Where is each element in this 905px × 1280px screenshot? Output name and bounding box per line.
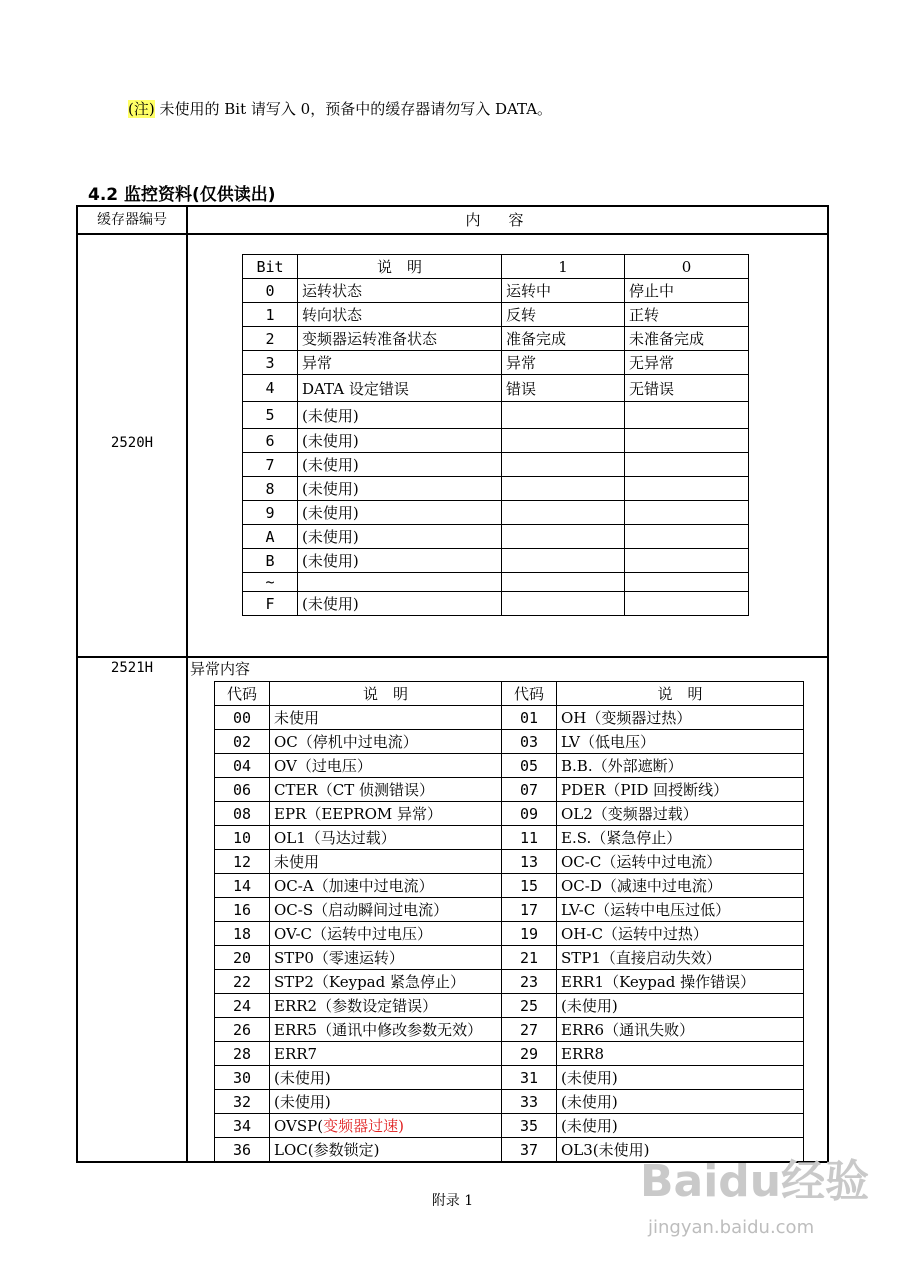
code-cell: 00 xyxy=(215,706,270,730)
label-suffix: ) xyxy=(398,1117,404,1135)
bit-cell: 2 xyxy=(243,327,298,351)
table-row xyxy=(215,826,804,850)
table-row xyxy=(243,327,749,351)
description-cell: ERR6（通讯失败） xyxy=(557,1018,804,1042)
table-row xyxy=(215,946,804,970)
bit-cell: 0 xyxy=(243,279,298,303)
value-cell xyxy=(298,573,502,592)
code-cell: 19 xyxy=(502,922,557,946)
table-row xyxy=(243,402,749,429)
code-cell: 06 xyxy=(215,778,270,802)
description-cell: STP2（Keypad 紧急停止） xyxy=(270,970,502,994)
description-cell: CTER（CT 侦测错误） xyxy=(270,778,502,802)
note-text: 未使用的 Bit 请写入 0，预备中的缓存器请勿写入 DATA。 xyxy=(154,100,553,118)
table-row xyxy=(215,922,804,946)
description-cell: ERR1（Keypad 操作错误） xyxy=(557,970,804,994)
value-cell: 正转 xyxy=(625,303,749,327)
value-cell: (未使用) xyxy=(298,453,502,477)
description-cell: PDER（PID 回授断线） xyxy=(557,778,804,802)
value-cell: 异常 xyxy=(298,351,502,375)
table-row xyxy=(215,994,804,1018)
column-header: 说 明 xyxy=(270,682,502,706)
code-cell: 27 xyxy=(502,1018,557,1042)
code-cell: 36 xyxy=(215,1138,270,1162)
code-cell: 24 xyxy=(215,994,270,1018)
watermark-url: jingyan.baidu.com xyxy=(648,1217,815,1238)
value-cell xyxy=(625,477,749,501)
code-cell: 05 xyxy=(502,754,557,778)
description-cell: OC-A（加速中过电流） xyxy=(270,874,502,898)
value-cell: 错误 xyxy=(502,375,625,402)
description-cell: (未使用) xyxy=(270,1066,502,1090)
description-cell: OC-C（运转中过电流） xyxy=(557,850,804,874)
code-cell: 18 xyxy=(215,922,270,946)
table-row xyxy=(243,549,749,573)
description-cell: LV（低电压） xyxy=(557,730,804,754)
section-title: 4.2 监控资料(仅供读出) xyxy=(88,185,276,205)
column-header: Bit xyxy=(243,255,298,279)
code-cell: 11 xyxy=(502,826,557,850)
note-marker: (注) xyxy=(128,100,155,118)
column-header: 0 xyxy=(625,255,749,279)
value-cell xyxy=(502,501,625,525)
value-cell xyxy=(502,573,625,592)
value-cell: (未使用) xyxy=(298,429,502,453)
description-cell: (未使用) xyxy=(557,1090,804,1114)
table-row xyxy=(243,375,749,402)
bit-cell: 3 xyxy=(243,351,298,375)
table-row xyxy=(243,477,749,501)
value-cell xyxy=(625,429,749,453)
code-cell: 23 xyxy=(502,970,557,994)
value-cell: 反转 xyxy=(502,303,625,327)
description-cell: LV-C（运转中电压过低） xyxy=(557,898,804,922)
table-row xyxy=(215,1018,804,1042)
value-cell: 停止中 xyxy=(625,279,749,303)
value-cell: 转向状态 xyxy=(298,303,502,327)
code-cell: 16 xyxy=(215,898,270,922)
description-cell: OL3(未使用) xyxy=(557,1138,804,1162)
code-cell: 26 xyxy=(215,1018,270,1042)
code-cell: 04 xyxy=(215,754,270,778)
table-row xyxy=(243,573,749,592)
description-cell: OL1（马达过载） xyxy=(270,826,502,850)
code-cell: 32 xyxy=(215,1090,270,1114)
watermark-logo: Baidu经验 xyxy=(640,1156,870,1207)
code-cell: 20 xyxy=(215,946,270,970)
value-cell: 异常 xyxy=(502,351,625,375)
column-header: 1 xyxy=(502,255,625,279)
code-cell: 25 xyxy=(502,994,557,1018)
description-cell: ERR5（通讯中修改参数无效） xyxy=(270,1018,502,1042)
description-cell: (未使用) xyxy=(270,1090,502,1114)
description-cell: OC-D（减速中过电流） xyxy=(557,874,804,898)
table-row xyxy=(243,351,749,375)
code-cell: 22 xyxy=(215,970,270,994)
description-cell: B.B.（外部遮断） xyxy=(557,754,804,778)
value-cell xyxy=(502,453,625,477)
value-cell xyxy=(502,477,625,501)
code-cell: 34 xyxy=(215,1114,270,1138)
table-row xyxy=(215,754,804,778)
header-content: 内容 xyxy=(465,211,552,229)
column-header: 说 明 xyxy=(298,255,502,279)
table-row xyxy=(215,898,804,922)
value-cell xyxy=(625,402,749,429)
bit-cell: 9 xyxy=(243,501,298,525)
value-cell: 准备完成 xyxy=(502,327,625,351)
table-header-row xyxy=(243,255,749,279)
value-cell: 无错误 xyxy=(625,375,749,402)
value-cell: 变频器运转准备状态 xyxy=(298,327,502,351)
description-cell: OH（变频器过热） xyxy=(557,706,804,730)
bit-cell: 4 xyxy=(243,375,298,402)
value-cell xyxy=(625,525,749,549)
table-row xyxy=(243,279,749,303)
code-cell: 07 xyxy=(502,778,557,802)
table-row xyxy=(215,1042,804,1066)
value-cell xyxy=(502,402,625,429)
description-cell: OC-S（启动瞬间过电流） xyxy=(270,898,502,922)
bit-cell: 6 xyxy=(243,429,298,453)
code-cell: 29 xyxy=(502,1042,557,1066)
fault-code-table xyxy=(214,681,804,1162)
description-cell: 未使用 xyxy=(270,850,502,874)
code-cell: 17 xyxy=(502,898,557,922)
description-cell: ERR7 xyxy=(270,1042,502,1066)
bit-cell: 8 xyxy=(243,477,298,501)
code-cell: 03 xyxy=(502,730,557,754)
table-row xyxy=(243,525,749,549)
bit-cell: 5 xyxy=(243,402,298,429)
code-cell: 21 xyxy=(502,946,557,970)
bit-status-table xyxy=(242,254,749,616)
value-cell xyxy=(502,429,625,453)
code-cell: 01 xyxy=(502,706,557,730)
page-footer: 附录 1 xyxy=(431,1193,474,1209)
value-cell: (未使用) xyxy=(298,525,502,549)
description-cell: STP0（零速运转） xyxy=(270,946,502,970)
column-header: 说 明 xyxy=(557,682,804,706)
value-cell xyxy=(625,549,749,573)
bit-cell: 1 xyxy=(243,303,298,327)
description-cell: E.S.（紧急停止） xyxy=(557,826,804,850)
code-cell: 15 xyxy=(502,874,557,898)
description-cell: ERR8 xyxy=(557,1042,804,1066)
value-cell xyxy=(625,501,749,525)
table-row xyxy=(215,706,804,730)
table-row xyxy=(243,303,749,327)
register-2520h: 2520H xyxy=(110,435,154,451)
value-cell: 无异常 xyxy=(625,351,749,375)
description-cell: (未使用) xyxy=(557,994,804,1018)
value-cell: 运转中 xyxy=(502,279,625,303)
value-cell xyxy=(502,549,625,573)
code-cell: 12 xyxy=(215,850,270,874)
value-cell xyxy=(625,453,749,477)
fault-content-title: 异常内容 xyxy=(190,660,251,678)
value-cell: (未使用) xyxy=(298,402,502,429)
value-cell: 运转状态 xyxy=(298,279,502,303)
description-cell: (未使用) xyxy=(557,1066,804,1090)
value-cell xyxy=(502,525,625,549)
code-cell: 14 xyxy=(215,874,270,898)
description-cell: OL2（变频器过载） xyxy=(557,802,804,826)
value-cell: (未使用) xyxy=(298,477,502,501)
monitor-table xyxy=(76,205,829,1163)
value-cell: 未准备完成 xyxy=(625,327,749,351)
table-row xyxy=(215,1114,804,1138)
bit-cell: A xyxy=(243,525,298,549)
column-header: 代码 xyxy=(502,682,557,706)
label-prefix: OVSP( xyxy=(274,1117,324,1135)
code-cell: 08 xyxy=(215,802,270,826)
bit-cell: ~ xyxy=(243,573,298,592)
description-cell: ERR2（参数设定错误） xyxy=(270,994,502,1018)
column-divider xyxy=(186,207,188,1163)
table-row xyxy=(243,592,749,616)
description-cell: EPR（EEPROM 异常） xyxy=(270,802,502,826)
code-cell: 31 xyxy=(502,1066,557,1090)
code-cell: 28 xyxy=(215,1042,270,1066)
description-cell: STP1（直接启动失效） xyxy=(557,946,804,970)
code-cell: 37 xyxy=(502,1138,557,1162)
code-cell: 10 xyxy=(215,826,270,850)
highlighted-label: 变频器过速 xyxy=(323,1117,399,1135)
value-cell xyxy=(625,592,749,616)
code-cell: 30 xyxy=(215,1066,270,1090)
table-row xyxy=(243,453,749,477)
table-row xyxy=(215,730,804,754)
bit-cell: B xyxy=(243,549,298,573)
description-cell xyxy=(270,1114,502,1138)
note-line xyxy=(128,98,552,119)
table-row xyxy=(215,970,804,994)
code-cell: 02 xyxy=(215,730,270,754)
description-cell: LOC(参数锁定) xyxy=(270,1138,502,1162)
description-cell: OV（过电压） xyxy=(270,754,502,778)
baidu-watermark xyxy=(640,1145,870,1245)
description-cell: 未使用 xyxy=(270,706,502,730)
table-row xyxy=(215,802,804,826)
bit-cell: F xyxy=(243,592,298,616)
table-row xyxy=(215,874,804,898)
value-cell xyxy=(502,592,625,616)
table-row xyxy=(243,501,749,525)
table-row xyxy=(243,429,749,453)
table-row xyxy=(215,778,804,802)
value-cell: (未使用) xyxy=(298,592,502,616)
value-cell: (未使用) xyxy=(298,549,502,573)
value-cell: (未使用) xyxy=(298,501,502,525)
code-cell: 35 xyxy=(502,1114,557,1138)
code-cell: 09 xyxy=(502,802,557,826)
value-cell xyxy=(625,573,749,592)
table-row xyxy=(215,1066,804,1090)
register-2521h: 2521H xyxy=(110,660,154,676)
code-cell: 13 xyxy=(502,850,557,874)
bit-cell: 7 xyxy=(243,453,298,477)
value-cell: DATA 设定错误 xyxy=(298,375,502,402)
header-divider xyxy=(78,233,829,235)
description-cell: OV-C（运转中过电压） xyxy=(270,922,502,946)
description-cell: (未使用) xyxy=(557,1114,804,1138)
header-register-number: 缓存器编号 xyxy=(97,212,167,228)
column-header: 代码 xyxy=(215,682,270,706)
table-row xyxy=(215,1090,804,1114)
table-header-row xyxy=(215,682,804,706)
table-row xyxy=(215,850,804,874)
description-cell: OH-C（运转中过热） xyxy=(557,922,804,946)
code-cell: 33 xyxy=(502,1090,557,1114)
description-cell: OC（停机中过电流） xyxy=(270,730,502,754)
